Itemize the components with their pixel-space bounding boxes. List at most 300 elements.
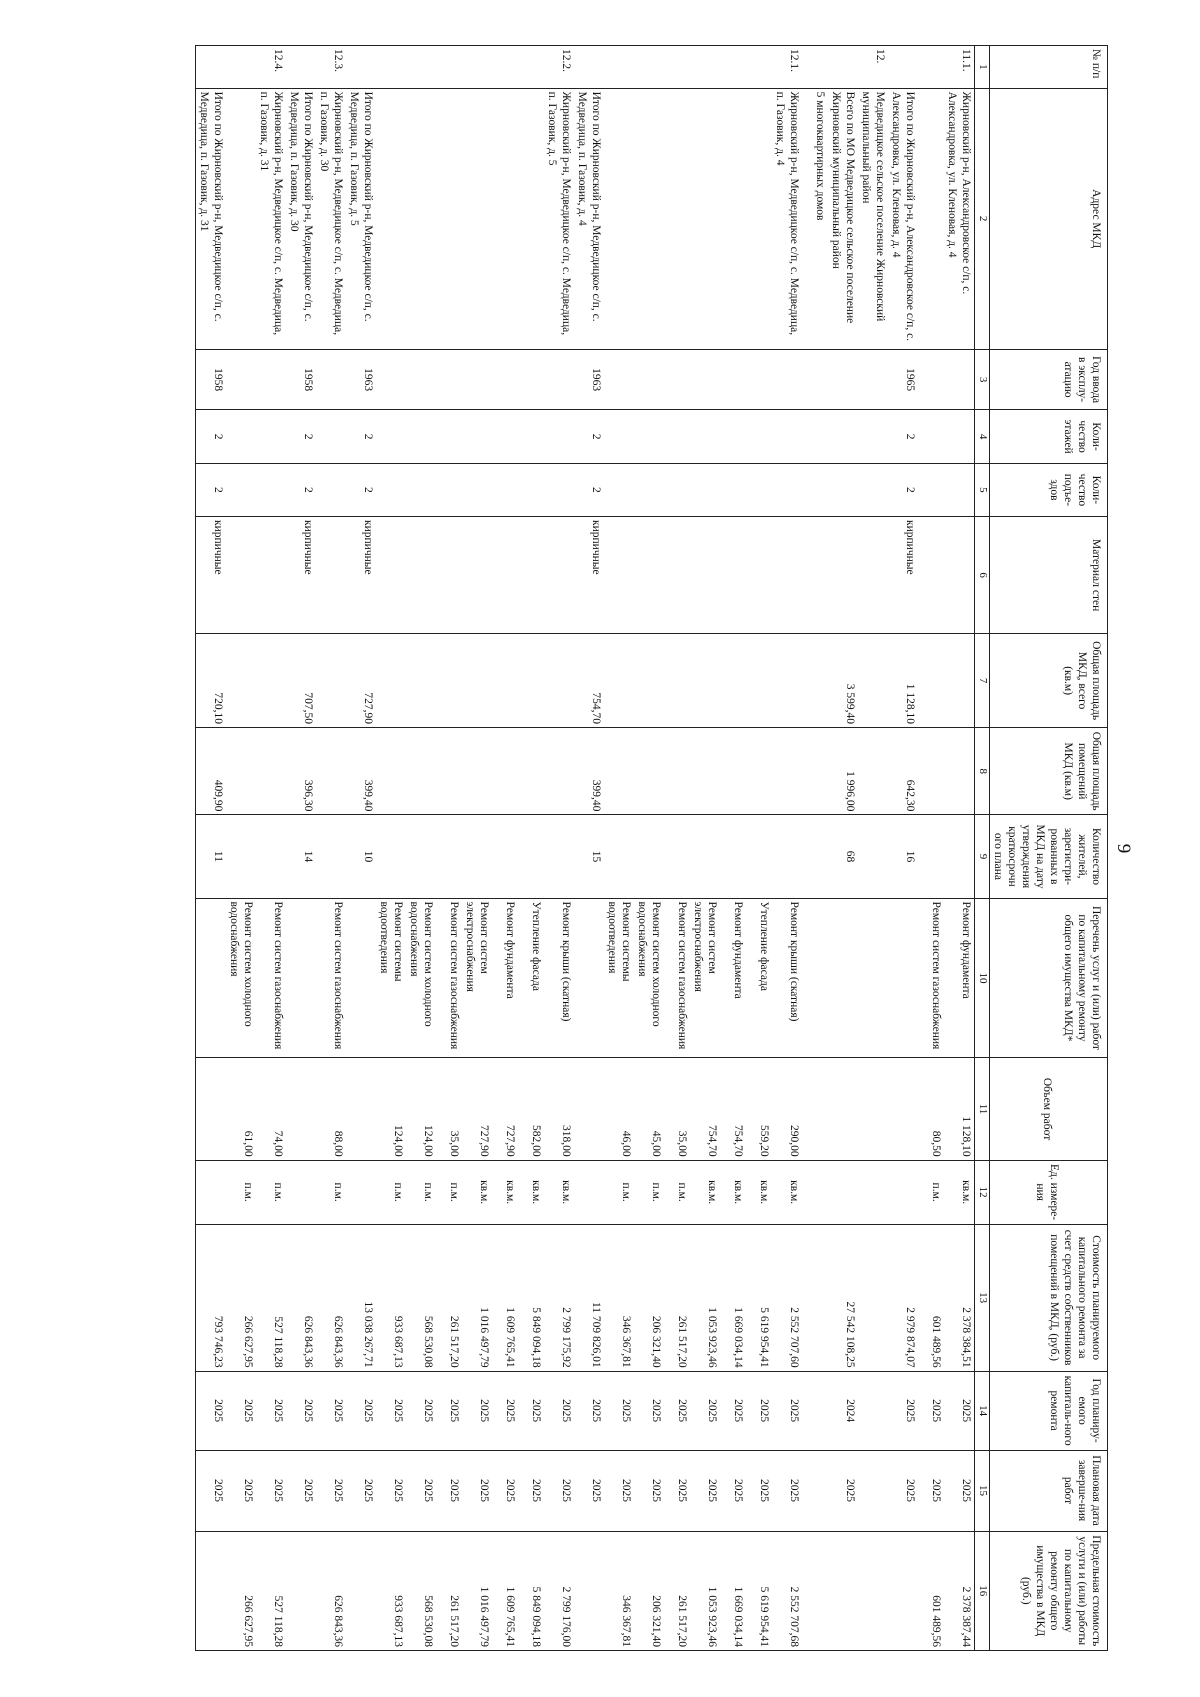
work-volume-cell: 124,00 — [376, 1058, 406, 1160]
header-cell: Год планиру-емого капиталь-ного ремонта — [989, 1371, 1107, 1450]
premises-area-cell — [492, 728, 518, 815]
planned-cost-cell: 261 517,20 — [664, 1224, 690, 1371]
floors-cell — [492, 410, 518, 463]
unit-cell: кв.м. — [944, 1160, 975, 1224]
header-cell: Предельная стоимость услуги и (или) работы по капитальному ремонту общего имущества в МКД (руб.) — [989, 1531, 1107, 1650]
residents-cell — [518, 815, 544, 898]
year-built-cell — [462, 349, 492, 410]
max-cost-cell: 2 378 387,44 — [944, 1531, 975, 1650]
total-area-cell — [518, 634, 544, 728]
floors-cell — [664, 410, 690, 463]
unit-cell: п.м. — [316, 1160, 346, 1224]
table-row — [828, 46, 858, 1651]
address-cell — [664, 88, 690, 349]
entrances-cell — [544, 463, 574, 516]
wall-material-cell: кирпичные — [195, 517, 226, 634]
floors-cell — [226, 410, 256, 463]
max-cost-cell: 1 669 034,14 — [720, 1531, 746, 1650]
total-area-cell: 3 599,40 — [828, 634, 858, 728]
max-cost-cell: 933 687,13 — [376, 1531, 406, 1650]
max-cost-cell: 1 053 923,46 — [690, 1531, 720, 1650]
residents-cell — [720, 815, 746, 898]
entrances-cell — [634, 463, 664, 516]
work-type-cell: Утепление фасада — [518, 898, 544, 1058]
work-type-cell: Ремонт систем электроснабжения — [462, 898, 492, 1058]
planned-cost-cell: 626 843,36 — [286, 1224, 316, 1371]
unit-cell — [858, 1160, 888, 1224]
header-cell: Общая площадь помещений МКД (кв.м) — [989, 728, 1107, 815]
floors-cell — [604, 410, 634, 463]
total-area-cell — [462, 634, 492, 728]
unit-cell: п.м. — [256, 1160, 286, 1224]
total-area-cell — [746, 634, 772, 728]
planned-cost-cell: 626 843,36 — [316, 1224, 346, 1371]
table-row — [256, 46, 286, 1651]
column-index-cell: 10 — [975, 898, 989, 1058]
work-volume-cell: 35,00 — [436, 1058, 462, 1160]
entrances-cell — [436, 463, 462, 516]
premises-area-cell — [664, 728, 690, 815]
completion-date-cell — [802, 1450, 828, 1531]
wall-material-cell: кирпичные — [574, 517, 604, 634]
row-number-cell — [802, 46, 828, 89]
column-index-cell: 6 — [975, 517, 989, 634]
completion-date-cell: 2025 — [286, 1450, 316, 1531]
max-cost-cell: 206 321,40 — [634, 1531, 664, 1650]
total-area-cell — [544, 634, 574, 728]
total-area-cell: 720,10 — [195, 634, 226, 728]
repair-year-cell — [802, 1371, 828, 1450]
year-built-cell — [634, 349, 664, 410]
unit-cell: п.м. — [226, 1160, 256, 1224]
header-cell: Год ввода в эксплу-атацию — [989, 349, 1107, 410]
row-number-cell: 11.1. — [944, 46, 975, 89]
planned-cost-cell: 5 619 954,41 — [746, 1224, 772, 1371]
entrances-cell — [828, 463, 858, 516]
planned-cost-cell: 1 053 923,46 — [690, 1224, 720, 1371]
entrances-cell — [858, 463, 888, 516]
completion-date-cell: 2025 — [664, 1450, 690, 1531]
unit-cell — [195, 1160, 226, 1224]
premises-area-cell — [746, 728, 772, 815]
work-volume-cell — [858, 1058, 888, 1160]
floors-cell — [634, 410, 664, 463]
unit-cell: кв.м. — [720, 1160, 746, 1224]
table-row — [518, 46, 544, 1651]
address-cell: Итого по Жирновский р-н, Медведицкое с/п, с. Медведица, п. Газовик, д. 4 — [574, 88, 604, 349]
wall-material-cell — [256, 517, 286, 634]
residents-cell — [436, 815, 462, 898]
address-cell: Итого по Жирновский р-н, Медведицкое с/п, с. Медведица, п. Газовик, д. 31 — [195, 88, 226, 349]
work-type-cell: Ремонт систем холодного водоснабжения — [406, 898, 436, 1058]
total-area-cell: 1 128,10 — [888, 634, 918, 728]
residents-cell — [226, 815, 256, 898]
address-cell: Всего по МО Медведицкое сельское поселение Жирновский муниципальный район — [828, 88, 858, 349]
unit-cell: п.м. — [664, 1160, 690, 1224]
table-row — [746, 46, 772, 1651]
completion-date-cell: 2025 — [492, 1450, 518, 1531]
wall-material-cell — [492, 517, 518, 634]
year-built-cell: 1963 — [346, 349, 376, 410]
row-number-cell — [918, 46, 944, 89]
table-row — [346, 46, 376, 1651]
row-number-cell — [746, 46, 772, 89]
repair-year-cell: 2025 — [316, 1371, 346, 1450]
year-built-cell — [746, 349, 772, 410]
residents-cell: 16 — [888, 815, 918, 898]
max-cost-cell — [828, 1531, 858, 1650]
work-volume-cell: 582,00 — [518, 1058, 544, 1160]
column-index-cell: 14 — [975, 1371, 989, 1450]
premises-area-cell — [802, 728, 828, 815]
planned-cost-cell: 793 746,23 — [195, 1224, 226, 1371]
year-built-cell — [406, 349, 436, 410]
max-cost-cell: 1 016 497,79 — [462, 1531, 492, 1650]
max-cost-cell — [802, 1531, 828, 1650]
completion-date-cell: 2025 — [690, 1450, 720, 1531]
unit-cell — [888, 1160, 918, 1224]
entrances-cell — [604, 463, 634, 516]
year-built-cell — [828, 349, 858, 410]
table-row — [772, 46, 802, 1651]
completion-date-cell: 2025 — [346, 1450, 376, 1531]
row-number-cell — [690, 46, 720, 89]
total-area-cell — [256, 634, 286, 728]
premises-area-cell — [256, 728, 286, 815]
residents-cell — [746, 815, 772, 898]
work-type-cell: Ремонт систем газоснабжения — [918, 898, 944, 1058]
max-cost-cell — [286, 1531, 316, 1650]
row-number-cell: 12.2. — [544, 46, 574, 89]
table-row — [604, 46, 634, 1651]
residents-cell — [544, 815, 574, 898]
total-area-cell: 707,50 — [286, 634, 316, 728]
max-cost-cell: 568 530,08 — [406, 1531, 436, 1650]
header-cell: Перечень услуг и (или) работ по капитальному ремонту общего имущества МКД* — [989, 898, 1107, 1058]
row-number-cell — [462, 46, 492, 89]
table-row — [574, 46, 604, 1651]
work-volume-cell: 74,00 — [256, 1058, 286, 1160]
work-volume-cell: 35,00 — [664, 1058, 690, 1160]
entrances-cell — [664, 463, 690, 516]
wall-material-cell — [918, 517, 944, 634]
work-volume-cell: 46,00 — [604, 1058, 634, 1160]
work-type-cell: Ремонт систем газоснабжения — [256, 898, 286, 1058]
address-cell: Медведицкое сельское поселение Жирновский муниципальный район — [858, 88, 888, 349]
unit-cell — [574, 1160, 604, 1224]
repair-year-cell: 2025 — [406, 1371, 436, 1450]
row-number-cell: 12.1. — [772, 46, 802, 89]
planned-cost-cell: 266 627,95 — [226, 1224, 256, 1371]
premises-area-cell: 642,30 — [888, 728, 918, 815]
work-type-cell — [888, 898, 918, 1058]
residents-cell — [918, 815, 944, 898]
repair-year-cell: 2025 — [720, 1371, 746, 1450]
repair-year-cell: 2025 — [888, 1371, 918, 1450]
unit-cell: п.м. — [604, 1160, 634, 1224]
unit-cell: кв.м. — [544, 1160, 574, 1224]
work-type-cell — [574, 898, 604, 1058]
work-type-cell: Ремонт системы водоотведения — [604, 898, 634, 1058]
wall-material-cell — [376, 517, 406, 634]
planned-cost-cell: 13 038 267,71 — [346, 1224, 376, 1371]
residents-cell — [256, 815, 286, 898]
completion-date-cell: 2025 — [574, 1450, 604, 1531]
total-area-cell — [772, 634, 802, 728]
address-cell: Итого по Жирновский р-н, Александровское с/п, с. Александровка, ул. Кленовая, д. 4 — [888, 88, 918, 349]
address-cell: Итого по Жирновский р-н, Медведицкое с/п, с. Медведица, п. Газовик, д. 5 — [346, 88, 376, 349]
work-type-cell — [286, 898, 316, 1058]
floors-cell: 2 — [195, 410, 226, 463]
residents-cell — [772, 815, 802, 898]
header-cell: Коли-чество этажей — [989, 410, 1107, 463]
table-row — [195, 46, 226, 1651]
completion-date-cell: 2025 — [256, 1450, 286, 1531]
work-volume-cell: 290,00 — [772, 1058, 802, 1160]
residents-cell: 15 — [574, 815, 604, 898]
residents-cell — [492, 815, 518, 898]
floors-cell — [720, 410, 746, 463]
work-type-cell — [346, 898, 376, 1058]
table-row — [802, 46, 828, 1651]
year-built-cell — [226, 349, 256, 410]
repair-year-cell: 2025 — [195, 1371, 226, 1450]
address-cell: Жирновский р-н, Медведицкое с/п, с. Медведица, п. Газовик, д. 5 — [544, 88, 574, 349]
planned-cost-cell: 5 849 094,18 — [518, 1224, 544, 1371]
planned-cost-cell: 2 979 874,07 — [888, 1224, 918, 1371]
entrances-cell — [376, 463, 406, 516]
planned-cost-cell: 568 530,08 — [406, 1224, 436, 1371]
repair-year-cell: 2025 — [462, 1371, 492, 1450]
premises-area-cell — [544, 728, 574, 815]
work-type-cell: Ремонт крыши (скатная) — [772, 898, 802, 1058]
residents-cell — [316, 815, 346, 898]
unit-cell: п.м. — [918, 1160, 944, 1224]
premises-area-cell — [772, 728, 802, 815]
entrances-cell — [944, 463, 975, 516]
completion-date-cell: 2025 — [436, 1450, 462, 1531]
planned-cost-cell: 527 118,28 — [256, 1224, 286, 1371]
max-cost-cell — [888, 1531, 918, 1650]
work-type-cell — [195, 898, 226, 1058]
wall-material-cell — [746, 517, 772, 634]
repair-year-cell: 2025 — [772, 1371, 802, 1450]
year-built-cell — [720, 349, 746, 410]
wall-material-cell — [436, 517, 462, 634]
floors-cell — [746, 410, 772, 463]
floors-cell: 2 — [888, 410, 918, 463]
work-type-cell — [828, 898, 858, 1058]
work-volume-cell — [802, 1058, 828, 1160]
work-volume-cell — [195, 1058, 226, 1160]
max-cost-cell: 626 843,36 — [316, 1531, 346, 1650]
unit-cell: кв.м. — [772, 1160, 802, 1224]
year-built-cell — [518, 349, 544, 410]
wall-material-cell — [406, 517, 436, 634]
column-index-cell: 12 — [975, 1160, 989, 1224]
unit-cell: п.м. — [376, 1160, 406, 1224]
row-number-cell — [436, 46, 462, 89]
wall-material-cell: кирпичные — [888, 517, 918, 634]
row-number-cell: 12. — [858, 46, 888, 89]
column-index-cell: 16 — [975, 1531, 989, 1650]
work-type-cell: Ремонт систем газоснабжения — [316, 898, 346, 1058]
repair-year-cell: 2025 — [544, 1371, 574, 1450]
year-built-cell: 1965 — [888, 349, 918, 410]
planned-cost-cell — [802, 1224, 828, 1371]
premises-area-cell — [634, 728, 664, 815]
unit-cell: кв.м. — [462, 1160, 492, 1224]
work-type-cell: Ремонт фундамента — [720, 898, 746, 1058]
residents-cell: 10 — [346, 815, 376, 898]
planned-cost-cell: 2 378 384,51 — [944, 1224, 975, 1371]
residents-cell — [944, 815, 975, 898]
entrances-cell — [492, 463, 518, 516]
repair-year-cell: 2025 — [346, 1371, 376, 1450]
wall-material-cell — [518, 517, 544, 634]
max-cost-cell: 527 118,28 — [256, 1531, 286, 1650]
table-row — [858, 46, 888, 1651]
address-cell — [690, 88, 720, 349]
entrances-cell: 2 — [574, 463, 604, 516]
column-index-cell: 2 — [975, 88, 989, 349]
table-row — [286, 46, 316, 1651]
unit-cell — [828, 1160, 858, 1224]
total-area-cell — [720, 634, 746, 728]
entrances-cell: 2 — [346, 463, 376, 516]
wall-material-cell — [604, 517, 634, 634]
total-area-cell — [858, 634, 888, 728]
total-area-cell — [492, 634, 518, 728]
planned-cost-cell: 933 687,13 — [376, 1224, 406, 1371]
premises-area-cell — [720, 728, 746, 815]
address-cell: Жирновский р-н, Медведицкое с/п, с. Медведица, п. Газовик, д. 4 — [772, 88, 802, 349]
wall-material-cell — [634, 517, 664, 634]
work-volume-cell — [888, 1058, 918, 1160]
unit-cell: кв.м. — [492, 1160, 518, 1224]
total-area-cell — [226, 634, 256, 728]
planned-cost-cell — [858, 1224, 888, 1371]
table-row — [376, 46, 406, 1651]
row-number-cell: 12.4. — [256, 46, 286, 89]
total-area-cell — [316, 634, 346, 728]
row-number-cell — [376, 46, 406, 89]
completion-date-cell: 2025 — [316, 1450, 346, 1531]
wall-material-cell — [944, 517, 975, 634]
max-cost-cell: 2 799 176,00 — [544, 1531, 574, 1650]
unit-cell: кв.м. — [690, 1160, 720, 1224]
entrances-cell — [772, 463, 802, 516]
work-volume-cell — [828, 1058, 858, 1160]
premises-area-cell — [316, 728, 346, 815]
floors-cell — [944, 410, 975, 463]
work-volume-cell — [346, 1058, 376, 1160]
total-area-cell — [604, 634, 634, 728]
wall-material-cell — [664, 517, 690, 634]
premises-area-cell — [690, 728, 720, 815]
max-cost-cell — [346, 1531, 376, 1650]
planned-cost-cell: 1 669 034,14 — [720, 1224, 746, 1371]
column-index-cell: 4 — [975, 410, 989, 463]
work-type-cell: Ремонт крыши (скатная) — [544, 898, 574, 1058]
wall-material-cell — [316, 517, 346, 634]
year-built-cell — [858, 349, 888, 410]
wall-material-cell — [544, 517, 574, 634]
work-type-cell: Ремонт фундамента — [944, 898, 975, 1058]
completion-date-cell: 2025 — [376, 1450, 406, 1531]
floors-cell — [518, 410, 544, 463]
repair-year-cell: 2025 — [256, 1371, 286, 1450]
wall-material-cell: кирпичные — [346, 517, 376, 634]
table-row — [720, 46, 746, 1651]
completion-date-cell: 2025 — [634, 1450, 664, 1531]
address-cell — [376, 88, 406, 349]
work-type-cell — [858, 898, 888, 1058]
max-cost-cell: 601 489,56 — [918, 1531, 944, 1650]
wall-material-cell — [226, 517, 256, 634]
year-built-cell — [492, 349, 518, 410]
completion-date-cell — [858, 1450, 888, 1531]
year-built-cell — [918, 349, 944, 410]
work-volume-cell: 61,00 — [226, 1058, 256, 1160]
year-built-cell — [316, 349, 346, 410]
year-built-cell — [544, 349, 574, 410]
planned-cost-cell: 601 489,56 — [918, 1224, 944, 1371]
unit-cell: п.м. — [436, 1160, 462, 1224]
address-cell — [746, 88, 772, 349]
address-cell — [518, 88, 544, 349]
completion-date-cell: 2025 — [944, 1450, 975, 1531]
planned-cost-cell: 2 799 175,92 — [544, 1224, 574, 1371]
table-row — [226, 46, 256, 1651]
residents-cell: 14 — [286, 815, 316, 898]
row-number-cell — [492, 46, 518, 89]
completion-date-cell: 2025 — [406, 1450, 436, 1531]
year-built-cell — [436, 349, 462, 410]
max-cost-cell: 261 517,20 — [664, 1531, 690, 1650]
entrances-cell: 2 — [286, 463, 316, 516]
premises-area-cell: 409,90 — [195, 728, 226, 815]
table-body — [195, 46, 975, 1651]
year-built-cell — [664, 349, 690, 410]
work-type-cell — [802, 898, 828, 1058]
completion-date-cell: 2025 — [195, 1450, 226, 1531]
completion-date-cell: 2025 — [746, 1450, 772, 1531]
year-built-cell — [944, 349, 975, 410]
header-row — [989, 46, 1107, 1651]
planned-cost-cell: 1 016 497,79 — [462, 1224, 492, 1371]
completion-date-cell: 2025 — [604, 1450, 634, 1531]
row-number-cell — [664, 46, 690, 89]
planned-cost-cell: 1 609 765,41 — [492, 1224, 518, 1371]
premises-area-cell — [436, 728, 462, 815]
repair-year-cell: 2025 — [436, 1371, 462, 1450]
residents-cell — [634, 815, 664, 898]
row-number-cell — [604, 46, 634, 89]
total-area-cell — [944, 634, 975, 728]
residents-cell: 68 — [828, 815, 858, 898]
row-number-cell — [828, 46, 858, 89]
planned-cost-cell: 27 542 108,25 — [828, 1224, 858, 1371]
table-row — [664, 46, 690, 1651]
repair-year-cell: 2025 — [376, 1371, 406, 1450]
max-cost-cell — [574, 1531, 604, 1650]
capital-repair-table — [195, 45, 1108, 1651]
floors-cell — [772, 410, 802, 463]
column-index-cell: 13 — [975, 1224, 989, 1371]
work-type-cell: Ремонт систем газоснабжения — [664, 898, 690, 1058]
unit-cell: п.м. — [634, 1160, 664, 1224]
